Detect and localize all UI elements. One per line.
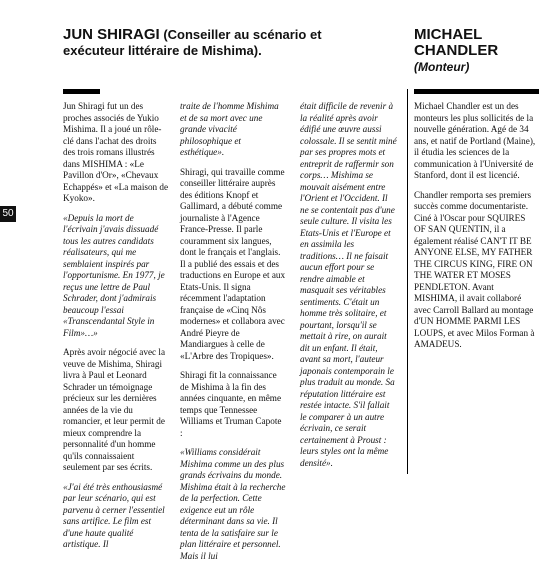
column-3 xyxy=(300,101,398,477)
paragraph: Jun Shiragi fut un des proches associés de Yukio Mishima. Il a joué un rôle-clé dans l'achat des droits des trois romans illustrés dans MISHIMA : «Le Pavillon d'Or», «Chevaux Echappés» et «La maison de Kyoko». xyxy=(63,101,169,203)
header-left xyxy=(63,27,363,59)
column-2 xyxy=(180,101,286,570)
page-number: 50 xyxy=(0,206,16,222)
person-name-shiragi: JUN SHIRAGI xyxy=(63,26,160,43)
paragraph: Shiragi fit la connaissance de Mishima à la fin des années cinquante, en même temps que Tennessee Williams et Truman Capote : xyxy=(180,370,282,438)
quote-paragraph: traite de l'homme Mishima et de sa mort avec une grande vivacité philosophique et esthétique». xyxy=(180,101,279,157)
header-rule-left xyxy=(63,89,100,94)
paragraph: Chandler remporta ses premiers succès comme documentariste. Ciné à l'Oscar pour SQUIRES OF SAN QUENTIN, il a également réalisé CAN'T IT BE ANYONE ELSE, MY FATHER THE CIRCUS KING, FIRE ON THE WATER ET MOSES PENDLETON. Avant MISHIMA, il avait collaboré avec Carroll Ballard au montage d'UN HOMME PARMI LES LOUPS, et avec Milos Forman à AMADEUS. xyxy=(414,189,535,349)
header-rule-right xyxy=(414,89,539,94)
header-right xyxy=(414,27,539,75)
quote-paragraph: «Depuis la mort de l'écrivain j'avais dissuadé tous les autres candidats réalisateurs, qui me semblaient inspirés par l'opportunisme. En 1977, je reçus une lettre de Paul Schrader, dont j'admirais beaucoup l'essai «Transcendantal Style in Film»…» xyxy=(63,212,165,338)
quote-paragraph: était difficile de revenir à la réalité après avoir édifié une œuvre aussi colossale. Il se sentit miné par ses propres mots et entreprit de raffermir son corps… Mishima se mouvait aisément entre l'Orient et l'Occident. Il ne se contentait pas d'une seule culture. Il visita les Etats-Unis et l'Europe et en assimila les traditions… Il ne faisait aucun effort pour se rendre aimable et masquait ses véritables sentiments. C'était un homme très solitaire, et pourtant, lorsqu'il se mettait à rire, on aurait dit un enfant. Il était, avant sa mort, l'auteur japonais contemporain le plus traduit au monde. Sa réputation littéraire est restée intacte. S'il fallait le comparer à un autre écrivain, ce serait certainement à Proust : leurs styles ont la même densité». xyxy=(300,101,397,468)
column-4 xyxy=(414,101,539,359)
paragraph: Après avoir négocié avec la veuve de Mishima, Shiragi livra à Paul et Leonard Schrader un témoignage précieux sur les dernières années de la vie du romancier, et leur permit de mieux comprendre la personnalité d'un homme qu'ils connaissaient seulement par ses écrits. xyxy=(63,347,166,472)
quote-paragraph: «Williams considérait Mishima comme un des plus grands écrivains du monde. Mishima était à la recherche de la perfection. Cette exigence eut un rôle déterminant dans sa vie. Il tenta de la satisfaire sur le plan littéraire et personnel. Mais il lui xyxy=(180,447,286,561)
paragraph: Shiragi, qui travaille comme conseiller littéraire auprès des éditions Knopf et Gallimard, a débuté comme journaliste à l'Agence France-Presse. Il parle couramment six langues, dont le français et l'anglais. Il a publié des essais et des traductions en Europe et aux Etats-Unis. Il signa récemment l'adaptation française de «Cinq Nôs modernes» et collabora avec André Pieyre de Mandiargues à celle de «L'Arbre des Tropiques». xyxy=(180,166,286,361)
person-role-chandler: (Monteur) xyxy=(414,60,470,74)
quote-paragraph: «J'ai été très enthousiasmé par leur scénario, qui est parvenu à cerner l'essentiel sans artifice. Le film est d'une haute qualité artistique. Il xyxy=(63,481,165,549)
paragraph: Michael Chandler est un des monteurs les plus sollicités de la nouvelle génération. Agé de 34 ans, et natif de Portland (Maine), il étudia les sciences de la communication à l'Université de Stanford, dont il est licencié. xyxy=(414,101,536,180)
column-divider xyxy=(407,89,408,474)
person-role-shiragi: (Conseiller au scénario et exécuteur littéraire de Mishima). xyxy=(63,27,322,58)
person-name-chandler: MICHAEL CHANDLER xyxy=(414,26,499,59)
column-1 xyxy=(63,101,169,559)
